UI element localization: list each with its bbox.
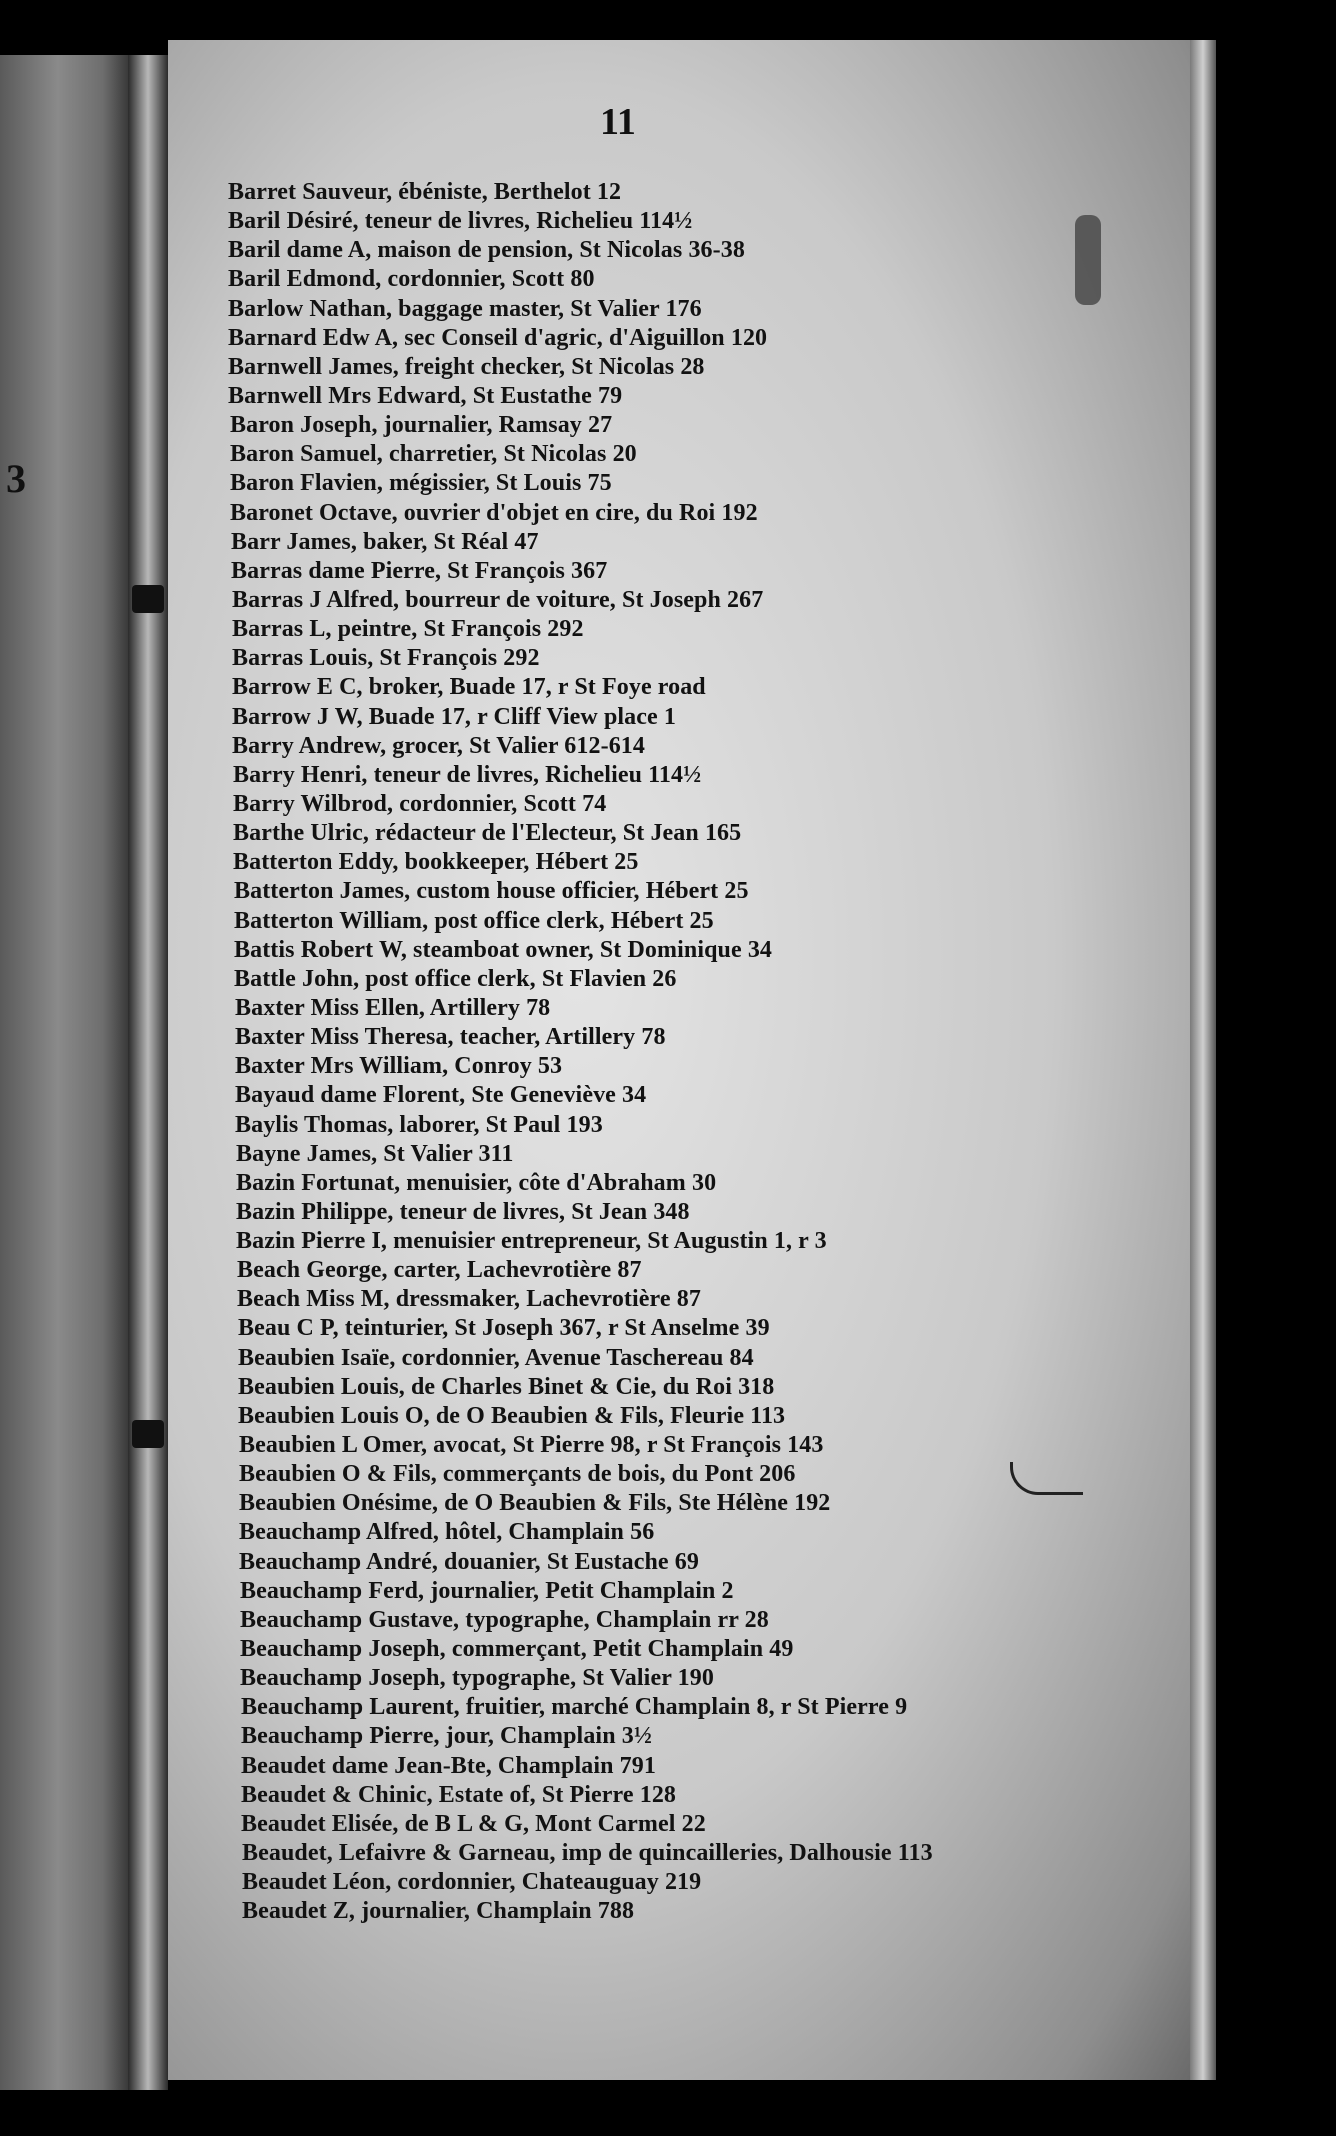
directory-entry: Baril dame A, maison de pension, St Nicolas 36-38 [228,237,745,264]
directory-entry: Baronet Octave, ouvrier d'objet en cire, du Roi 192 [230,499,758,526]
directory-entry: Barret Sauveur, ébéniste, Berthelot 12 [228,179,622,205]
directory-entry: Baril Edmond, cordonnier, Scott 80 [228,266,595,293]
directory-entry: Baxter Miss Ellen, Artillery 78 [235,994,551,1021]
directory-entry: Beach Miss M, dressmaker, Lachevrotière 87 [237,1286,701,1313]
directory-entry: Baxter Miss Theresa, teacher, Artillery 78 [235,1024,666,1051]
directory-entry: Beaubien L Omer, avocat, St Pierre 98, r St François 143 [239,1432,824,1459]
directory-entry: Beaudet Elisée, de B L & G, Mont Carmel 22 [241,1810,706,1837]
margin-mark: 3 [6,456,26,501]
directory-entry: Beaudet Léon, cordonnier, Chateauguay 219 [242,1869,702,1896]
directory-entry: Beauchamp Pierre, jour, Champlain 3½ [241,1723,652,1750]
directory-entry: Batterton William, post office clerk, Hébert 25 [234,907,714,934]
directory-entry: Baril Désiré, teneur de livres, Richelieu 114½ [228,208,693,235]
directory-entry: Beauchamp Joseph, typographe, St Valier 190 [240,1665,714,1692]
directory-entry: Bayaud dame Florent, Ste Geneviève 34 [235,1082,647,1109]
directory-entry: Batterton James, custom house officier, Hébert 25 [234,878,749,905]
directory-entry: Beaubien Louis, de Charles Binet & Cie, du Roi 318 [238,1373,775,1400]
directory-entry: Beauchamp André, douanier, St Eustache 69 [239,1548,699,1575]
directory-entry: Bayne James, St Valier 311 [236,1140,514,1167]
directory-entry: Beau C P, teinturier, St Joseph 367, r St Anselme 39 [238,1315,770,1342]
directory-entry: Barnard Edw A, sec Conseil d'agric, d'Aiguillon 120 [228,324,768,351]
directory-entry: Barlow Nathan, baggage master, St Valier 176 [228,295,702,322]
directory-entry: Beaubien Onésime, de O Beaubien & Fils, Ste Hélène 192 [239,1490,831,1517]
directory-entry: Beaudet, Lefaivre & Garneau, imp de quincailleries, Dalhousie 113 [242,1840,933,1867]
directory-entry: Beaubien Louis O, de O Beaubien & Fils, Fleurie 113 [238,1402,786,1429]
directory-entries [228,178,1128,1926]
directory-entry: Battle John, post office clerk, St Flavien 26 [234,965,677,992]
facing-page [0,55,128,2090]
directory-entry: Barras L, peintre, St François 292 [232,616,584,643]
binding-stitch [132,585,164,613]
directory-entry: Baylis Thomas, laborer, St Paul 193 [235,1111,603,1138]
directory-entry: Barrow E C, broker, Buade 17, r St Foye road [232,674,706,701]
directory-entry: Barras J Alfred, bourreur de voiture, St Joseph 267 [232,586,764,613]
directory-entry: Beaudet & Chinic, Estate of, St Pierre 128 [241,1781,677,1808]
directory-entry: Beach George, carter, Lachevrotière 87 [237,1257,642,1284]
directory-entry: Baxter Mrs William, Conroy 53 [235,1053,563,1080]
directory-entry: Beauchamp Alfred, hôtel, Champlain 56 [239,1519,655,1546]
directory-entry: Beauchamp Gustave, typographe, Champlain rr 28 [240,1606,769,1633]
directory-entry: Beaubien Isaïe, cordonnier, Avenue Taschereau 84 [238,1344,754,1371]
directory-entry: Beauchamp Joseph, commerçant, Petit Champlain 49 [240,1636,794,1663]
directory-entry: Barry Wilbrod, cordonnier, Scott 74 [233,790,607,817]
directory-entry: Beaudet Z, journalier, Champlain 788 [242,1898,635,1925]
directory-entry: Barthe Ulric, rédacteur de l'Electeur, St Jean 165 [233,820,742,847]
directory-entry: Barnwell Mrs Edward, St Eustathe 79 [228,382,623,409]
directory-entry: Bazin Fortunat, menuisier, côte d'Abraham 30 [236,1169,717,1196]
page-edge [1190,40,1216,2080]
directory-entry: Barras dame Pierre, St François 367 [231,557,608,584]
directory-entry: Bazin Philippe, teneur de livres, St Jean 348 [236,1198,690,1225]
directory-entry: Barrow J W, Buade 17, r Cliff View place 1 [232,703,676,730]
directory-entry: Barr James, baker, St Réal 47 [231,528,539,555]
directory-entry: Bazin Pierre I, menuisier entrepreneur, St Augustin 1, r 3 [236,1228,827,1255]
directory-entry: Barnwell James, freight checker, St Nicolas 28 [228,353,705,380]
directory-entry: Barry Henri, teneur de livres, Richelieu 114½ [233,761,702,788]
directory-entry: Beauchamp Laurent, fruitier, marché Champlain 8, r St Pierre 9 [241,1694,908,1721]
page-number: 11 [600,101,636,143]
directory-entry: Battis Robert W, steamboat owner, St Dominique 34 [234,936,773,963]
directory-entry: Beaudet dame Jean-Bte, Champlain 791 [241,1752,656,1779]
directory-entry: Beauchamp Ferd, journalier, Petit Champlain 2 [240,1577,734,1604]
directory-entry: Beaubien O & Fils, commerçants de bois, du Pont 206 [239,1461,796,1488]
directory-entry: Baron Samuel, charretier, St Nicolas 20 [230,441,637,468]
book-gutter [128,55,168,2090]
directory-entry: Baron Joseph, journalier, Ramsay 27 [230,412,613,439]
directory-entry: Batterton Eddy, bookkeeper, Hébert 25 [233,849,639,876]
binding-stitch [132,1420,164,1448]
directory-entry: Barras Louis, St François 292 [232,645,540,672]
directory-entry: Barry Andrew, grocer, St Valier 612-614 [232,732,646,759]
directory-entry: Baron Flavien, mégissier, St Louis 75 [230,470,612,497]
